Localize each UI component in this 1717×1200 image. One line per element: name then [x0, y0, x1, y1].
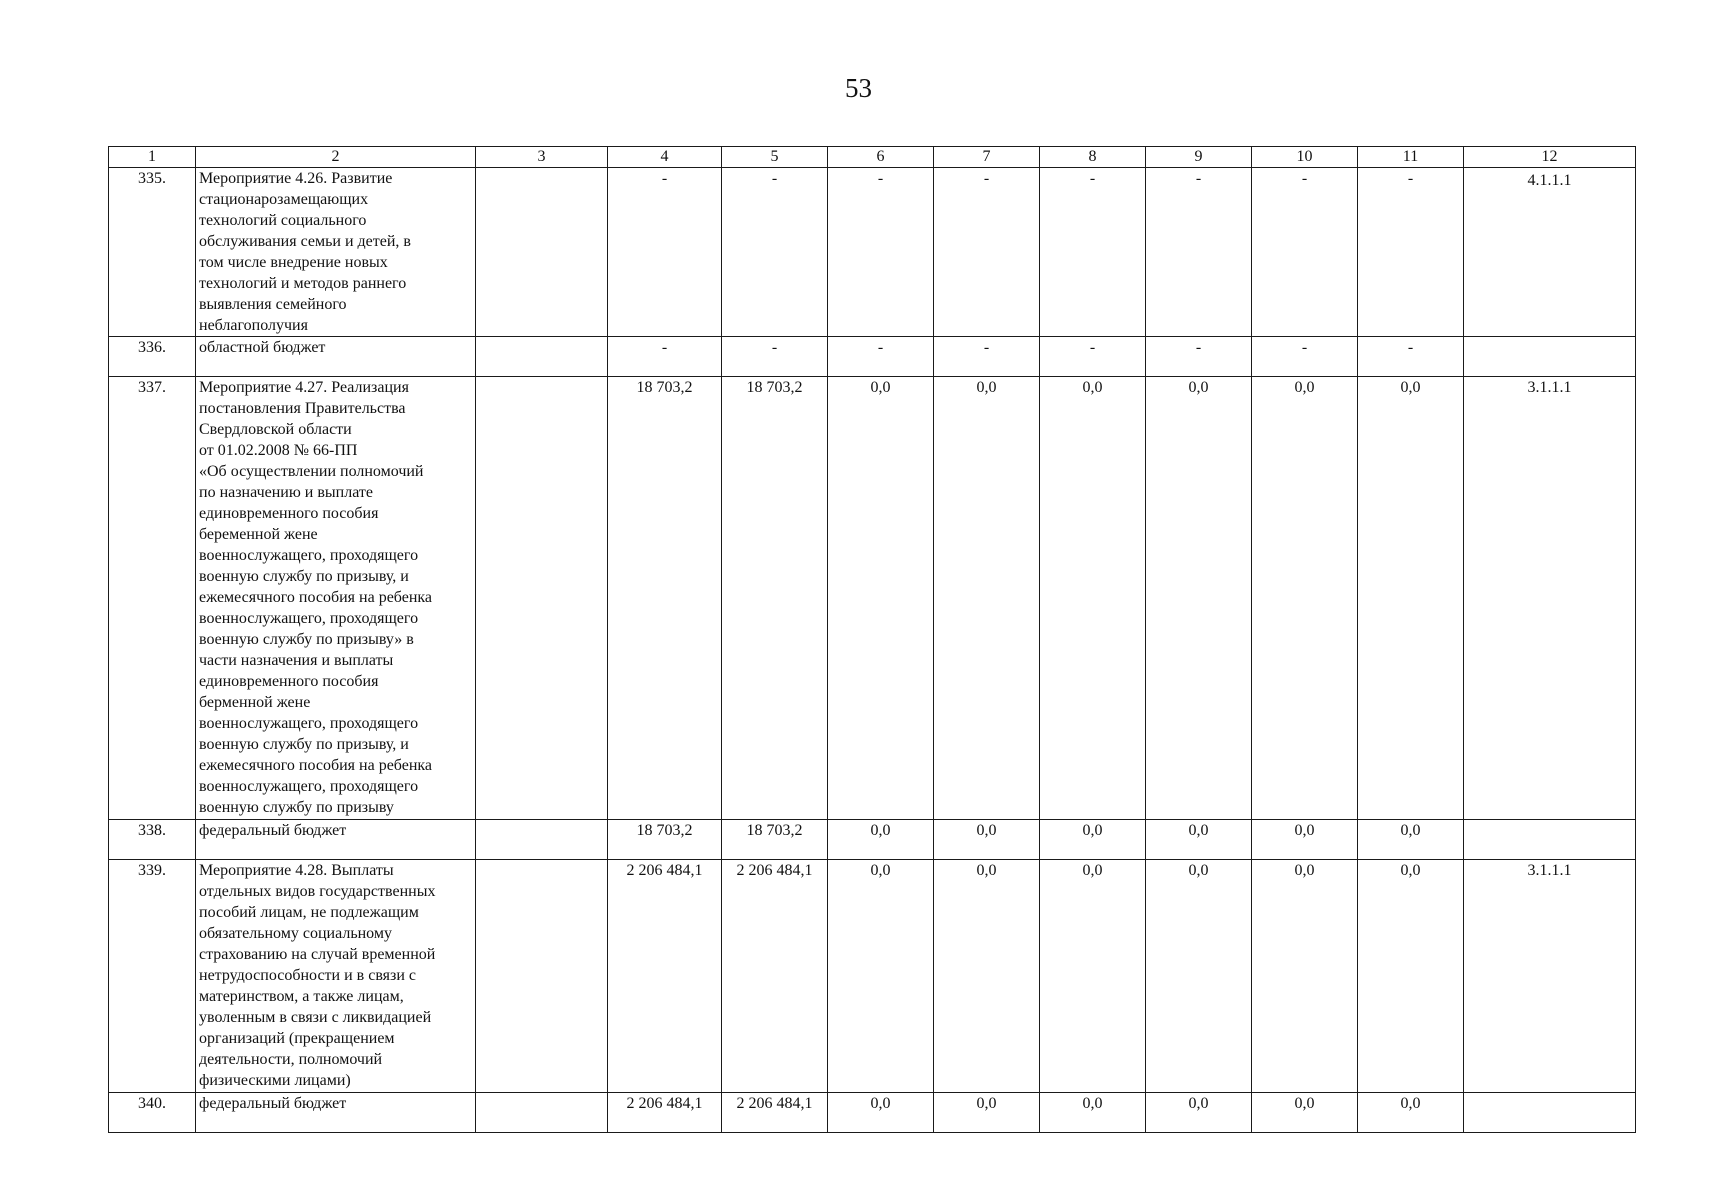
- row-cell-11: -: [1358, 337, 1464, 377]
- row-cell-3: [476, 860, 608, 1093]
- row-cell-6: -: [828, 337, 934, 377]
- row-cell-4: 18 703,2: [608, 820, 722, 860]
- row-target-code: 3.1.1.1: [1464, 377, 1636, 820]
- column-header: 4: [608, 147, 722, 168]
- row-cell-6: 0,0: [828, 860, 934, 1093]
- row-cell-9: -: [1146, 168, 1252, 337]
- row-cell-4: 18 703,2: [608, 377, 722, 820]
- column-header: 9: [1146, 147, 1252, 168]
- page-number: 53: [845, 73, 872, 103]
- row-cell-5: 2 206 484,1: [722, 860, 828, 1093]
- column-header: 7: [934, 147, 1040, 168]
- column-header: 5: [722, 147, 828, 168]
- row-target-code: [1464, 1093, 1636, 1133]
- row-cell-5: 2 206 484,1: [722, 1093, 828, 1133]
- row-cell-10: 0,0: [1252, 860, 1358, 1093]
- row-cell-10: 0,0: [1252, 377, 1358, 820]
- row-cell-5: 18 703,2: [722, 377, 828, 820]
- row-cell-5: -: [722, 337, 828, 377]
- row-cell-3: [476, 1093, 608, 1133]
- row-cell-10: 0,0: [1252, 1093, 1358, 1133]
- row-cell-6: 0,0: [828, 820, 934, 860]
- row-number: 337.: [109, 377, 196, 820]
- row-cell-8: 0,0: [1040, 1093, 1146, 1133]
- table-row: [109, 860, 1636, 1093]
- column-header: 10: [1252, 147, 1358, 168]
- row-cell-10: -: [1252, 168, 1358, 337]
- column-header: 11: [1358, 147, 1464, 168]
- row-number: 335.: [109, 168, 196, 337]
- row-cell-8: 0,0: [1040, 860, 1146, 1093]
- table-row: [109, 377, 1636, 820]
- row-description: Мероприятие 4.27. Реализация постановления Правительства Свердловской области от 01.02.2008 № 66-ПП «Об осуществлении полномочий по назначению и выплате единовременного пособия беременной жене военнослужащего, проходящего военную службу по призыву, и ежемесячного пособия на ребенка военнослужащего, проходящего военную службу по призыву» в части назначения и выплаты единовременного пособия берменной жене военнослужащего, проходящего военную службу по призыву, и ежемесячного пособия на ребенка военнослужащего, проходящего военную службу по призыву: [196, 377, 476, 820]
- row-description: Мероприятие 4.28. Выплаты отдельных видов государственных пособий лицам, не подлежащим обязательному социальному страхованию на случай временной нетрудоспособности и в связи с материнством, а также лицам, уволенным в связи с ликвидацией организаций (прекращением деятельности, полномочий физическими лицами): [196, 860, 476, 1093]
- row-cell-6: 0,0: [828, 1093, 934, 1133]
- row-cell-11: 0,0: [1358, 377, 1464, 820]
- row-cell-9: 0,0: [1146, 860, 1252, 1093]
- row-number: 340.: [109, 1093, 196, 1133]
- table-row: [109, 1093, 1636, 1133]
- row-cell-4: -: [608, 168, 722, 337]
- row-cell-8: 0,0: [1040, 820, 1146, 860]
- row-cell-8: 0,0: [1040, 377, 1146, 820]
- row-cell-7: 0,0: [934, 860, 1040, 1093]
- row-cell-11: -: [1358, 168, 1464, 337]
- row-cell-3: [476, 168, 608, 337]
- row-cell-10: 0,0: [1252, 820, 1358, 860]
- row-number: 338.: [109, 820, 196, 860]
- row-cell-7: -: [934, 337, 1040, 377]
- column-header: 2: [196, 147, 476, 168]
- row-cell-7: 0,0: [934, 1093, 1040, 1133]
- row-cell-7: -: [934, 168, 1040, 337]
- table-row: [109, 168, 1636, 337]
- row-cell-3: [476, 337, 608, 377]
- row-cell-4: 2 206 484,1: [608, 860, 722, 1093]
- row-cell-11: 0,0: [1358, 1093, 1464, 1133]
- row-target-code: 3.1.1.1: [1464, 860, 1636, 1093]
- row-description: федеральный бюджет: [196, 820, 476, 860]
- row-cell-8: -: [1040, 168, 1146, 337]
- row-number: 336.: [109, 337, 196, 377]
- row-target-code: 4.1.1.1: [1464, 168, 1636, 337]
- row-cell-6: -: [828, 168, 934, 337]
- row-cell-6: 0,0: [828, 377, 934, 820]
- row-cell-7: 0,0: [934, 820, 1040, 860]
- table-row: [109, 337, 1636, 377]
- row-cell-7: 0,0: [934, 377, 1040, 820]
- row-cell-5: -: [722, 168, 828, 337]
- row-cell-5: 18 703,2: [722, 820, 828, 860]
- row-cell-11: 0,0: [1358, 820, 1464, 860]
- row-target-code: [1464, 337, 1636, 377]
- row-cell-11: 0,0: [1358, 860, 1464, 1093]
- table-row: [109, 820, 1636, 860]
- row-cell-9: 0,0: [1146, 377, 1252, 820]
- row-cell-9: 0,0: [1146, 1093, 1252, 1133]
- row-target-code: [1464, 820, 1636, 860]
- row-description: областной бюджет: [196, 337, 476, 377]
- row-description: Мероприятие 4.26. Развитие стационарозамещающих технологий социального обслуживания семьи и детей, в том числе внедрение новых технологий и методов раннего выявления семейного неблагополучия: [196, 168, 476, 337]
- column-number-header-row: [109, 147, 1636, 168]
- column-header: 8: [1040, 147, 1146, 168]
- budget-table: [108, 146, 1636, 1133]
- row-number: 339.: [109, 860, 196, 1093]
- row-cell-8: -: [1040, 337, 1146, 377]
- row-cell-4: 2 206 484,1: [608, 1093, 722, 1133]
- row-cell-9: -: [1146, 337, 1252, 377]
- column-header: 6: [828, 147, 934, 168]
- column-header: 12: [1464, 147, 1636, 168]
- column-header: 3: [476, 147, 608, 168]
- row-cell-10: -: [1252, 337, 1358, 377]
- column-header: 1: [109, 147, 196, 168]
- row-cell-9: 0,0: [1146, 820, 1252, 860]
- row-cell-3: [476, 377, 608, 820]
- row-cell-3: [476, 820, 608, 860]
- row-cell-4: -: [608, 337, 722, 377]
- row-description: федеральный бюджет: [196, 1093, 476, 1133]
